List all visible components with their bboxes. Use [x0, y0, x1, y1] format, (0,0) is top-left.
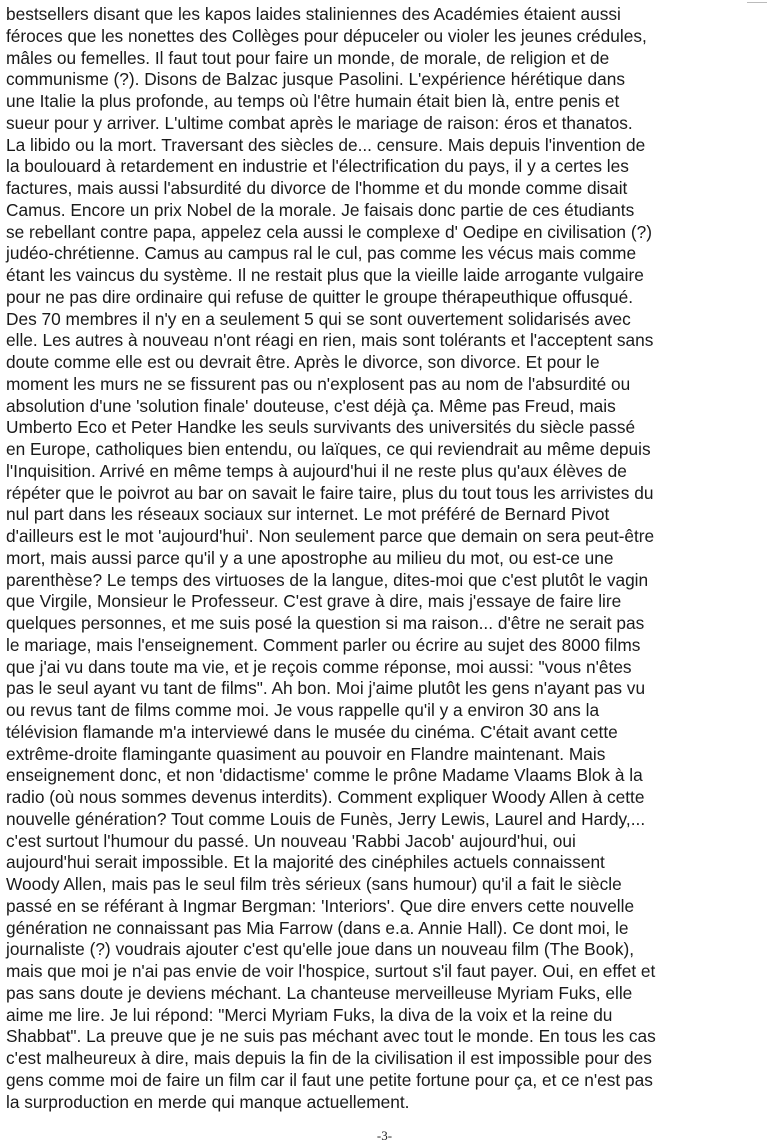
text-line: communisme (?). Disons de Balzac jusque Pasolini. L'expérience hérétique dans: [6, 69, 626, 90]
text-line: c'est surtout l'humour du passé. Un nouveau 'Rabbi Jacob' aujourd'hui, oui: [6, 830, 576, 851]
text-line: doute comme elle est ou devrait être. Après le divorce, son divorce. Et pour le: [6, 352, 600, 372]
text-line: moment les murs ne se fissurent pas ou n'explosent pas au nom de l'absurdité ou: [6, 373, 631, 394]
text-line: Des 70 membres il n'y en a seulement 5 qui se sont ouvertement solidarisés avec: [6, 308, 631, 329]
text-line: l'Inquisition. Arrivé en même temps à aujourd'hui il ne reste plus qu'aux élèves de: [6, 460, 627, 481]
text-line: nouvelle génération? Tout comme Louis de Funès, Jerry Lewis, Laurel and Hardy,...: [6, 808, 646, 829]
text-line: répéter que le poivrot au bar on savait le faire taire, plus du tout tous les arrivistes du: [6, 482, 654, 503]
text-line: que Virgile, Monsieur le Professeur. C'est grave à dire, mais j'essaye de faire lire: [6, 591, 622, 612]
text-line: en Europe, catholiques bien entendu, ou laïques, ce qui reviendrait au même depuis: [6, 439, 651, 459]
body-text: [6, 4, 763, 1113]
text-line: aime me lire. Je lui répond: "Merci Myriam Fuks, la diva de la voix et la reine du: [6, 1004, 613, 1025]
text-line: Umberto Eco et Peter Handke les seuls survivants des universités du siècle passé: [6, 417, 636, 438]
text-line: absolution d'une 'solution finale' douteuse, c'est déjà ça. Même pas Freud, mais: [6, 395, 616, 416]
text-line: télévision flamande m'a interviewé dans le musée du cinéma. C'était avant cette: [6, 721, 618, 742]
text-line: gens comme moi de faire un film car il faut une petite fortune pour ça, et ce n'est pas: [6, 1069, 653, 1090]
text-line: journaliste (?) voudrais ajouter c'est qu'elle joue dans un nouveau film (The Book),: [6, 939, 635, 960]
page-number: -3-: [376, 1128, 393, 1143]
text-line: pour ne pas dire ordinaire qui refuse de quitter le groupe thérapeuthique offusqué.: [6, 286, 634, 307]
text-line: elle. Les autres à nouveau n'ont réagi en rien, mais sont tolérants et l'acceptent sans: [6, 330, 654, 351]
text-line: féroces que les nonettes des Collèges pour dépuceler ou violer les jeunes crédules,: [6, 25, 647, 46]
text-line: sueur pour y arriver. L'ultime combat après le mariage de raison: éros et thanatos.: [6, 112, 633, 133]
text-line: d'ailleurs est le mot 'aujourd'hui'. Non seulement parce que demain on sera peut-être: [6, 526, 655, 546]
text-line: ou revus tant de films comme moi. Je vous rappelle qu'il y a environ 30 ans la: [6, 700, 600, 720]
text-line: bestsellers disant que les kapos laides staliniennes des Académies étaient aussi: [6, 4, 621, 24]
text-line: radio (où nous sommes devenus interdits). Comment expliquer Woody Allen à cette: [6, 787, 645, 807]
text-line: factures, mais aussi l'absurdité du divorce de l'homme et du monde comme disait: [6, 178, 628, 198]
text-line: nul part dans les réseaux sociaux sur internet. Le mot préféré de Bernard Pivot: [6, 504, 610, 525]
text-line: passé en se référant à Ingmar Bergman: 'Interiors'. Que dire envers cette nouvelle: [6, 895, 635, 916]
text-line: Woody Allen, mais pas le seul film très sérieux (sans humour) qu'il a fait le siècle: [6, 874, 622, 894]
text-line: une Italie la plus profonde, au temps où l'être humain était bien là, entre penis et: [6, 91, 620, 111]
text-line: c'est malheureux à dire, mais depuis la fin de la civilisation il est impossible pour des: [6, 1048, 652, 1068]
text-line: parenthèse? Le temps des virtuoses de la langue, dites-moi que c'est plutôt le vagin: [6, 569, 649, 590]
text-line: quelques personnes, et me suis posé la question si ma raison... d'être ne serait pas: [6, 613, 645, 633]
text-line: se rebellant contre papa, appelez cela aussi le complexe d' Oedipe en civilisation (?): [6, 221, 652, 242]
text-line: la boulouard à retardement en industrie et l'électrification du pays, il y a certes les: [6, 156, 629, 177]
text-line: Camus. Encore un prix Nobel de la morale. Je faisais donc partie de ces étudiants: [6, 199, 635, 220]
text-line: La libido ou la mort. Traversant des siècles de... censure. Mais depuis l'invention de: [6, 134, 646, 155]
text-line: enseignement donc, et non 'didactisme' comme le prône Madame Vlaams Blok à la: [6, 765, 643, 786]
text-line: mort, mais aussi parce qu'il y a une apostrophe au milieu du mot, ou est-ce une: [6, 547, 614, 568]
text-line: extrême-droite flamingante quasiment au pouvoir en Flandre maintenant. Mais: [6, 743, 606, 764]
text-line: mais que moi je n'ai pas envie de voir l'hospice, surtout s'il faut payer. Oui, en effet et: [6, 961, 656, 981]
text-line: génération ne connaissant pas Mia Farrow (dans e.a. Annie Hall). Ce dont moi, le: [6, 917, 629, 938]
text-line: judéo-chrétienne. Camus au campus ral le cul, pas comme les vécus mais comme: [6, 243, 637, 264]
text-line: étant les vaincus du système. Il ne restait plus que la vieille laide arrogante vulgaire: [6, 265, 644, 285]
text-line: pas le seul ayant vu tant de films". Ah bon. Moi j'aime plutôt les gens n'ayant pas vu: [6, 678, 646, 699]
text-line: aujourd'hui serait impossible. Et la majorité des cinéphiles actuels connaissent: [6, 852, 605, 873]
text-line: Shabbat". La preuve que je ne suis pas méchant avec tout le monde. En tous les cas: [6, 1026, 656, 1047]
text-line: la surproduction en merde qui manque actuellement.: [6, 1091, 410, 1112]
text-line: pas sans doute je deviens méchant. La chanteuse merveilleuse Myriam Fuks, elle: [6, 982, 633, 1003]
text-line: que j'ai vu dans toute ma vie, et je reçois comme réponse, moi aussi: "vous n'êtes: [6, 656, 632, 677]
text-line: le mariage, mais l'enseignement. Comment parler ou écrire au sujet des 8000 films: [6, 634, 641, 655]
text-line: mâles ou femelles. Il faut tout pour faire un monde, de morale, de religion et de: [6, 47, 610, 68]
scan-edge-mark: [747, 2, 767, 3]
